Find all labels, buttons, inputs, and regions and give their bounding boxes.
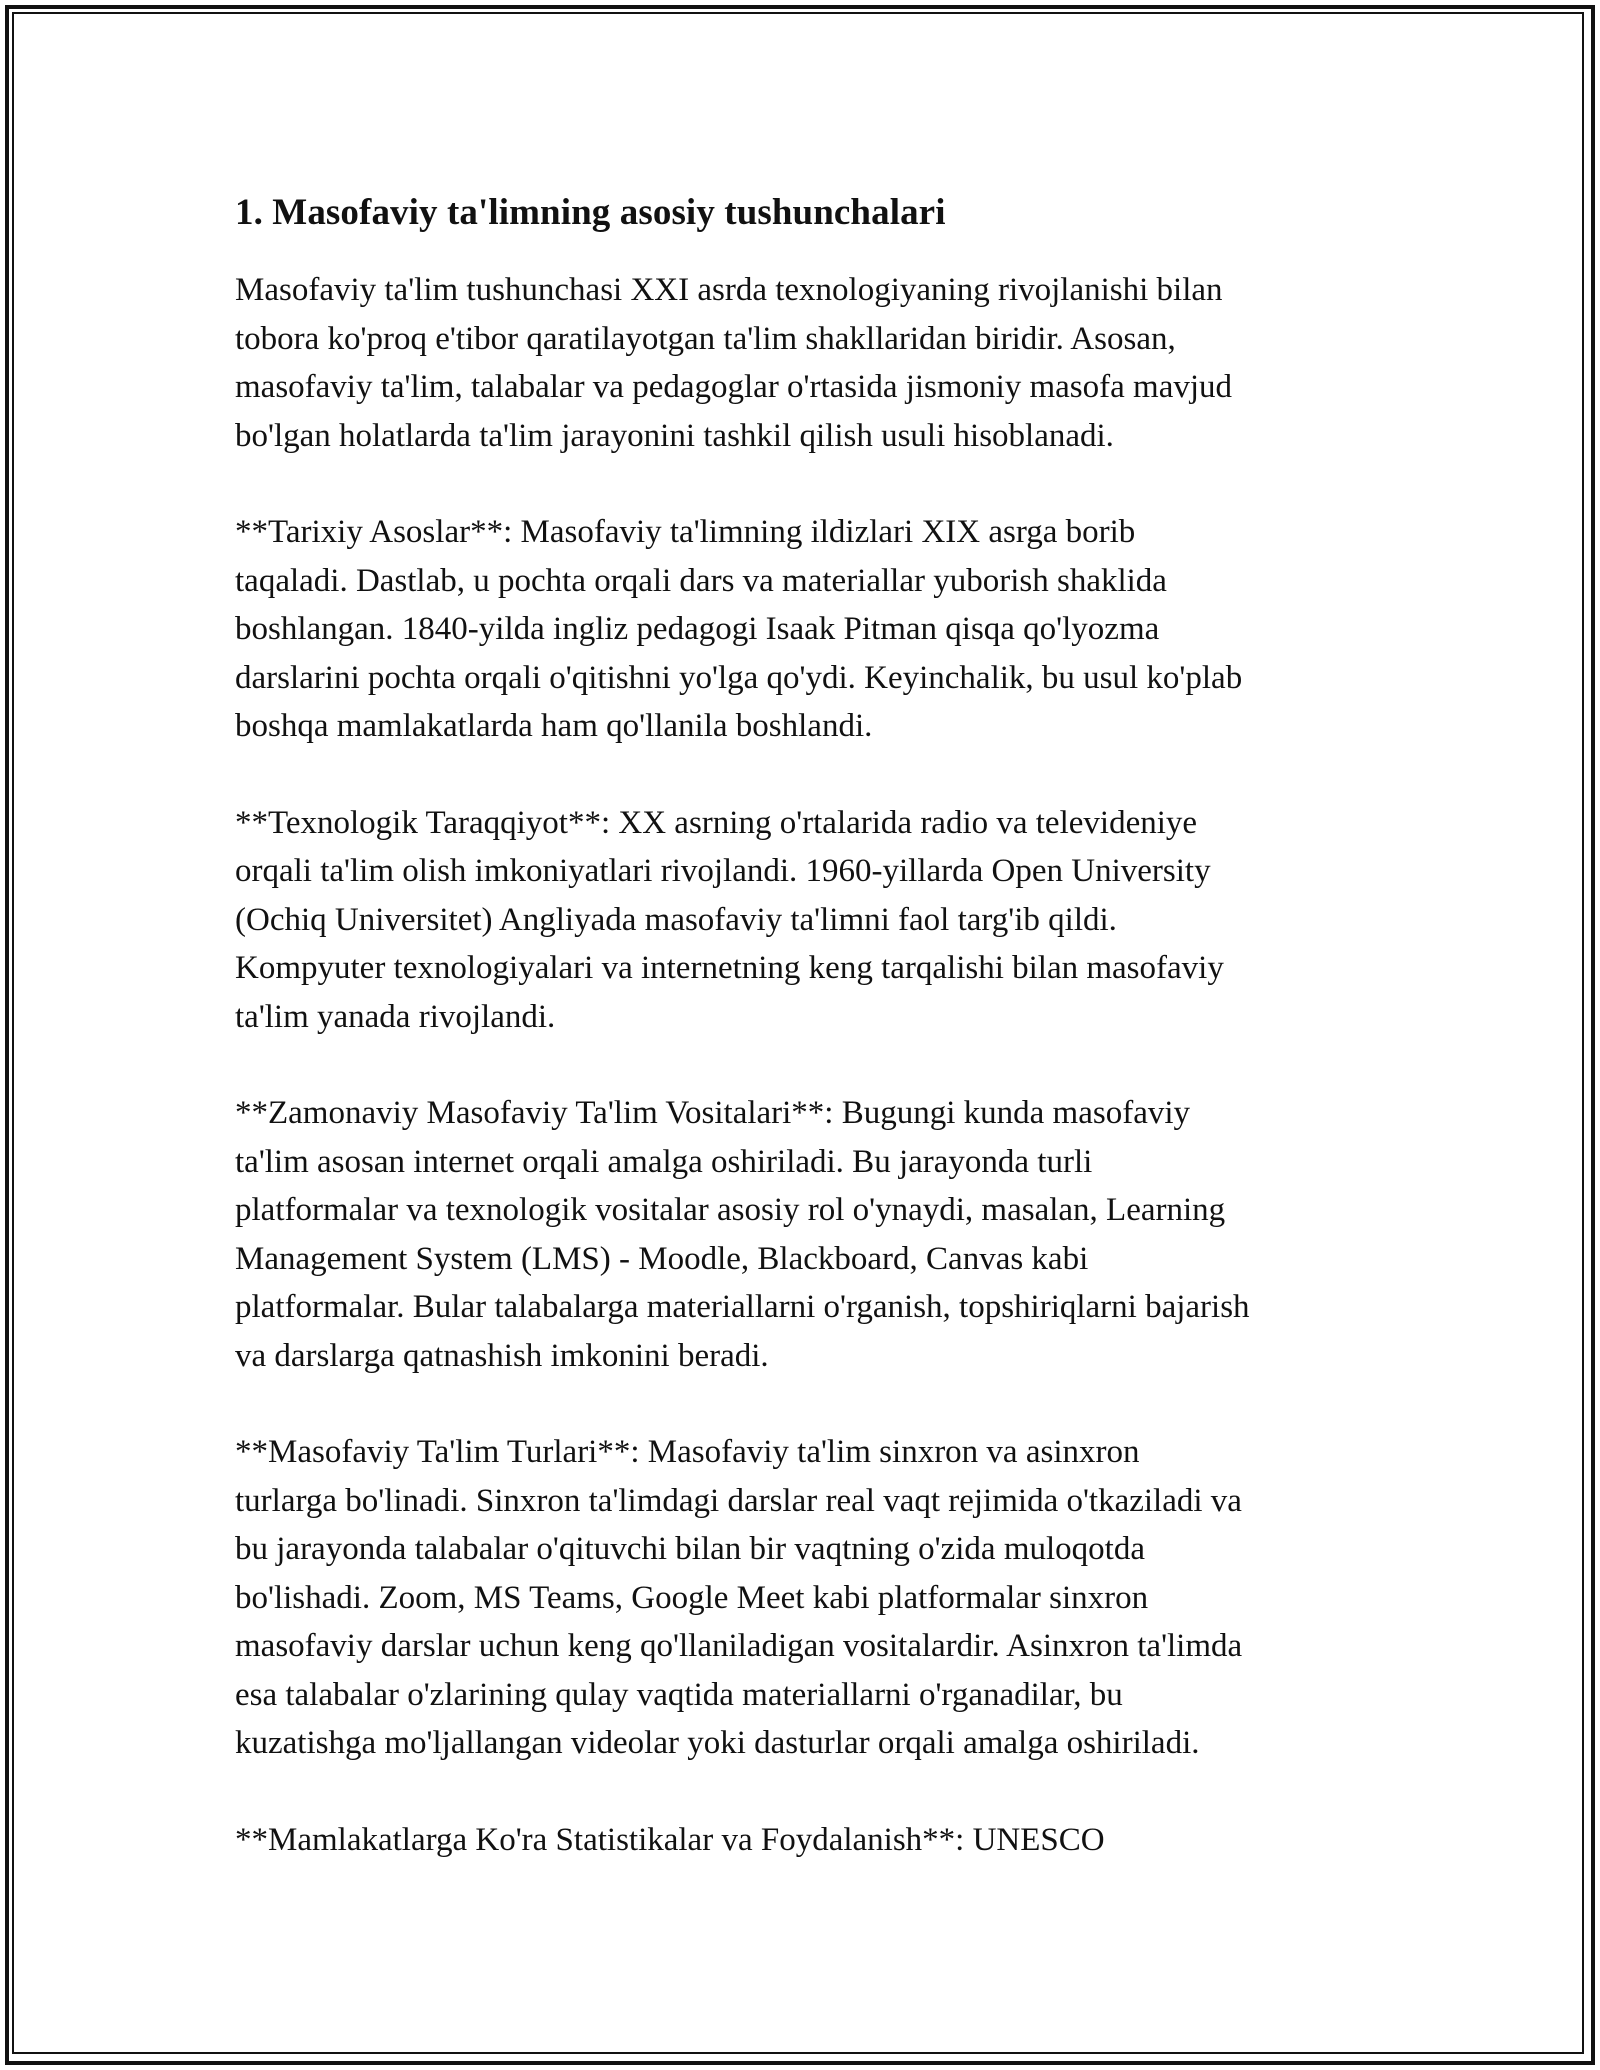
- document-body: [235, 190, 1375, 1912]
- paragraph-statistics: **Mamlakatlarga Ko'ra Statistikalar va Foydalanish**: UNESCO: [235, 1821, 1105, 1858]
- paragraph-modern-tools: **Zamonaviy Masofaviy Ta'lim Vositalari**: Bugungi kunda masofaviy ta'lim asosan internet orqali amalga oshiriladi. Bu jarayonda turli platformalar va texnologik vositalar asosiy rol o'ynaydi, masalan, Learning Management System (LMS) - Moodle, Blackboard, Canvas kabi platformalar. Bular talabalarga materiallarni o'rganish, topshiriqlarni bajarish va darslarga qatnashish imkonini beradi.: [235, 1095, 1250, 1374]
- paragraph-intro: Masofaviy ta'lim tushunchasi XXI asrda texnologiyaning rivojlanishi bilan tobora ko'proq e'tibor qaratilayotgan ta'lim shakllaridan biridir. Asosan, masofaviy ta'lim, talabalar va pedagoglar o'rtasida jismoniy masofa mavjud bo'lgan holatlarda ta'lim jarayonini tashkil qilish usuli hisoblanadi.: [235, 272, 1233, 454]
- section-heading: 1. Masofaviy ta'limning asosiy tushunchalari: [235, 192, 946, 233]
- paragraph-historical-foundations: **Tarixiy Asoslar**: Masofaviy ta'limning ildizlari XIX asrga borib taqaladi. Dastlab, u pochta orqali dars va materiallar yuborish shaklida boshlangan. 1840-yilda ingliz pedagogi Isaak Pitman qisqa qo'lyozma darslarini pochta orqali o'qitishni yo'lga qo'ydi. Keyinchalik, bu usul ko'plab boshqa mamlakatlarda ham qo'llanila boshlandi.: [235, 514, 1243, 744]
- paragraph-technological-progress: **Texnologik Taraqqiyot**: XX asrning o'rtalarida radio va televideniye orqali ta'lim olish imkoniyatlari rivojlandi. 1960-yillarda Open University (Ochiq Universitet) Angliyada masofaviy ta'limni faol targ'ib qildi. Kompyuter texnologiyalari va internetning keng tarqalishi bilan masofaviy ta'lim yanada rivojlandi.: [235, 804, 1224, 1035]
- paragraph-types: **Masofaviy Ta'lim Turlari**: Masofaviy ta'lim sinxron va asinxron turlarga bo'linadi. Sinxron ta'limdagi darslar real vaqt rejimida o'tkaziladi va bu jarayonda talabalar o'qituvchi bilan bir vaqtning o'zida muloqotda bo'lishadi. Zoom, MS Teams, Google Meet kabi platformalar sinxron masofaviy darslar uchun keng qo'llaniladigan vositalardir. Asinxron ta'limda esa talabalar o'zlarining qulay vaqtida materiallarni o'rganadilar, bu kuzatishga mo'ljallangan videolar yoki dasturlar orqali amalga oshiriladi.: [235, 1434, 1243, 1761]
